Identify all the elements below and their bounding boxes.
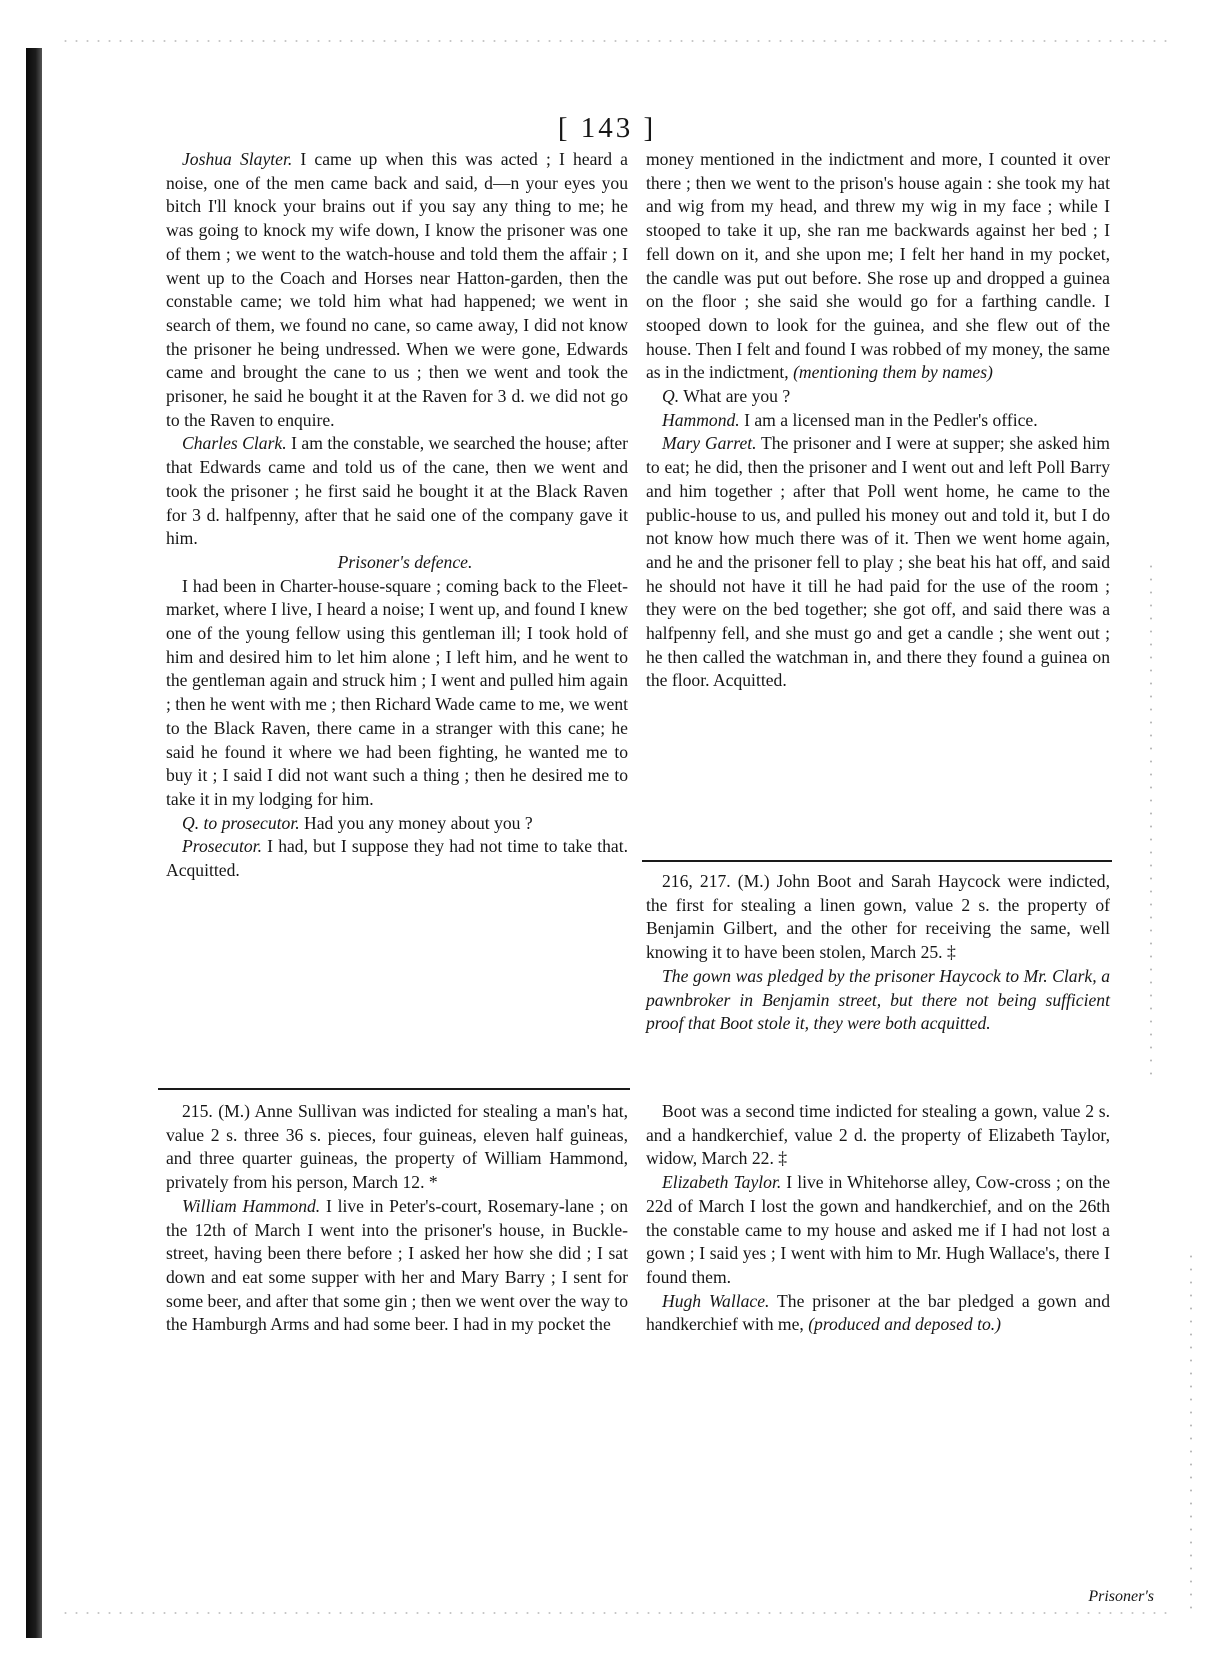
speaker-name: Charles Clark. [182, 433, 287, 454]
section-heading: Prisoner's defence. [337, 551, 473, 572]
left-column-bottom [166, 1100, 628, 1337]
testimony-text: I am the constable, we searched the house; after that Edwards came and told us of the cane, then we went and took the prisoner ; he first said he bought it at the Black Raven for 3 d. halfpenny, after that he said one of the company gave it him. [166, 433, 628, 549]
testimony-text: I had, but I suppose they had not time to take that. Acquitted. [166, 836, 628, 881]
testimony-text: I am a licensed man in the Pedler's office. [739, 409, 1038, 430]
book-spine-shadow [26, 48, 42, 1638]
paragraph [646, 409, 1110, 433]
scan-speckle [60, 40, 1174, 42]
case-text: Boot was a second time indicted for stealing a gown, value 2 s. and a handkerchief, value 2 d. the property of Elizabeth Taylor, widow, March 22. ‡ [646, 1101, 1110, 1169]
speaker-name: Q. [662, 386, 680, 407]
right-column-bottom [646, 1100, 1110, 1337]
speaker-name: Prosecutor. [182, 836, 262, 857]
speaker-name: Mary Garret. [662, 433, 757, 454]
scan-speckle [1190, 1250, 1192, 1610]
paragraph [646, 148, 1110, 385]
testimony-text: What are you ? [679, 386, 791, 407]
page-number: [ 143 ] [557, 112, 657, 144]
aside-text: (produced and deposed to.) [808, 1314, 1002, 1335]
paragraph [646, 432, 1110, 693]
speaker-name: Hugh Wallace. [662, 1290, 770, 1311]
testimony-text: I live in Peter's-court, Rosemary-lane ; on the 12th of March I went into the prisoner's house, in Buckle-street, having been there before ; I asked her how she did ; I sat down and eat some supper with her and Mary Barry ; I sent for some beer, and after that some gin ; then we went over the way to the Hamburgh Arms and had some beer. I had in my pocket the [166, 1195, 628, 1335]
catchword: Prisoner's [1088, 1588, 1154, 1605]
section-divider [642, 860, 1112, 862]
case-text: 216, 217. (M.) John Boot and Sarah Haycock were indicted, the first for stealing a linen gown, value 2 s. the property of Benjamin Gilbert, and the other for receiving the same, well knowing it to have been stolen, March 25. ‡ [646, 871, 1110, 963]
left-column-top [166, 148, 628, 883]
right-column-middle [646, 870, 1110, 1036]
paragraph [166, 1100, 628, 1195]
speaker-name: Elizabeth Taylor. [662, 1172, 782, 1193]
scan-speckle [1150, 560, 1152, 1080]
paragraph [646, 1290, 1110, 1337]
testimony-text: Had you any money about you ? [299, 812, 533, 833]
speaker-name: Q. to prosecutor. [182, 812, 300, 833]
paragraph [166, 812, 628, 836]
speaker-name: William Hammond. [182, 1195, 321, 1216]
section-divider [158, 1088, 630, 1090]
paragraph [166, 432, 628, 551]
paragraph [646, 1171, 1110, 1290]
testimony-text: The prisoner at the bar pledged a gown and handkerchief with me, [646, 1290, 1110, 1335]
testimony-text: money mentioned in the indictment and more, I counted it over there ; then we went to the prison's house again : she took my hat and wig from my head, and threw my wig in my face ; while I stooped to take it up, she ran me backwards against her bed ; I fell down on it, and she upon me; I felt her hand in my pocket, the candle was put out before. She rose up and dropped a guinea on the floor ; she said she would go for a farthing candle. I stooped down to look for the guinea, and she flew out of the house. Then I felt and found I was robbed of my money, the same as in the indictment, [646, 149, 1110, 383]
paragraph [166, 1195, 628, 1337]
paragraph [166, 148, 628, 432]
testimony-text: I live in Whitehorse alley, Cow-cross ; on the 22d of March I lost the gown and handkerchief, and on the 26th the constable came to my house and asked me if I had not lost a gown ; I said yes ; I went with him to Mr. Hugh Wallace's, there I found them. [646, 1172, 1110, 1287]
case-text: 215. (M.) Anne Sullivan was indicted for stealing a man's hat, value 2 s. three 36 s. pieces, four guineas, eleven half guineas, and three quarter guineas, the property of William Hammond, privately from his person, March 12. * [166, 1101, 628, 1193]
case-note: The gown was pledged by the prisoner Haycock to Mr. Clark, a pawnbroker in Benjamin street, but there not being sufficient proof that Boot stole it, they were both acquitted. [646, 965, 1110, 1034]
aside-text: (mentioning them by names) [793, 362, 993, 383]
paragraph [646, 1100, 1110, 1171]
speaker-name: Hammond. [662, 409, 740, 430]
defence-text: I had been in Charter-house-square ; coming back to the Fleet-market, where I live, I heard a noise; I went up, and found I knew one of the young fellow using this gentleman ill; I took hold of him and desired him to let him alone ; I left him, and he went to the gentleman again and struck him ; I went and pulled him again ; then he went with me ; then Richard Wade came to me, we went to the Black Raven, there came in a stranger with this cane; he said he found it where we had been fighting, he wanted me to buy it ; I said I did not want such a thing ; then he desired me to take it in my lodging for him. [166, 575, 628, 809]
paragraph [646, 385, 1110, 409]
testimony-text: I came up when this was acted ; I heard a noise, one of the men came back and said, d—n your eyes you bitch I'll knock your brains out if you say any thing to me; he was going to knock my wife down, I know the prisoner was one of them ; we went to the watch-house and told them the affair ; I went up to the Coach and Horses near Hatton-garden, then the constable came; we told him what had happened; we went in search of them, we found no cane, so came away, I did not know the prisoner he being undressed. When we were gone, Edwards came and brought the cane to us ; then we went and took the prisoner, he said he bought it at the Raven for 3 d. we did not go to the Raven to enquire. [166, 149, 628, 430]
paragraph [166, 835, 628, 882]
testimony-text: The prisoner and I were at supper; she asked him to eat; he did, then the prisoner and I went out and left Poll Barry and him together ; after that Poll went home, he came to the public-house to us, and pulled his money out and told it, but I do not know how much there was of it. Then we went home again, and he and the prisoner fell to play ; she beat his hat off, and said he should not have it till he had paid for the use of the room ; they were on the bed together; she got off, and said there was a halfpenny fell, and she must go and get a candle ; she went out ; he then called the watchman in, and there they found a guinea on the floor. Acquitted. [646, 433, 1110, 691]
scan-speckle [60, 1612, 1174, 1614]
right-column-top [646, 148, 1110, 693]
speaker-name: Joshua Slayter. [182, 149, 293, 169]
